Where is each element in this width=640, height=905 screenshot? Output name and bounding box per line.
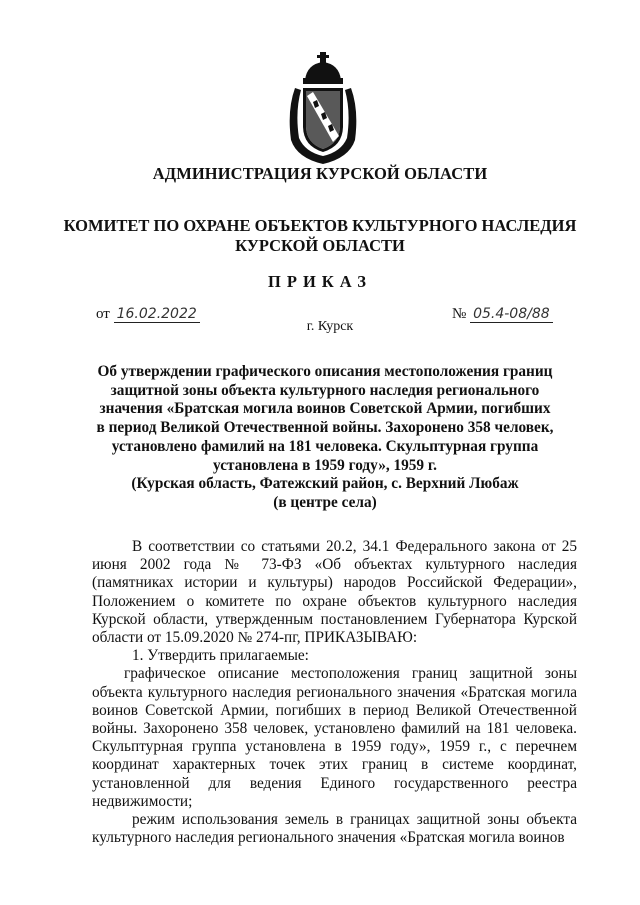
order-subject — [80, 363, 570, 513]
subject-line: установлено фамилий на 181 человека. Скульптурная группа — [111, 437, 539, 455]
subject-line: значения «Братская могила воинов Советской Армии, погибших — [99, 400, 551, 418]
committee-title-line1: КОМИТЕТ ПО ОХРАНЕ ОБЪЕКТОВ КУЛЬТУРНОГО НАСЛЕДИЯ — [63, 216, 577, 235]
subject-line: защитной зоны объекта культурного наследия регионального — [110, 381, 540, 399]
date-value: 16.02.2022 — [114, 306, 200, 323]
date-prefix: от — [96, 306, 110, 322]
body-paragraph: режим использования земель в границах защитной зоны объекта культурного наследия регионального значения «Братская могила воинов — [92, 811, 577, 847]
number-value: 05.4-08/88 — [470, 306, 553, 323]
body-paragraph: графическое описание местоположения границ защитной зоны объекта культурного наследия регионального значения «Братская могила воинов Советской Армии, погибших в период Великой Отечественной войны. Захоронено 358 человек, установлено фамилий на 181 человека. Скульптурная группа установлена в 1959 году», 1959 г., с перечнем координат характерных точек этих границ в системе координат, установленной для ведения Единого государственного реестра недвижимости; — [92, 665, 577, 810]
body-paragraph: 1. Утвердить прилагаемые: — [132, 647, 309, 665]
document-type: ПРИКАЗ — [268, 272, 372, 291]
subject-line: в период Великой Отечественной войны. Захоронено 358 человек, — [96, 419, 554, 437]
city-label: г. Курск — [306, 319, 354, 334]
subject-line: Об утверждении графического описания местоположения границ — [97, 363, 553, 380]
subject-line: (Курская область, Фатежский район, с. Верхний Любаж — [131, 475, 519, 493]
subject-line: (в центре села) — [273, 493, 377, 511]
administration-title: АДМИНИСТРАЦИЯ КУРСКОЙ ОБЛАСТИ — [152, 164, 488, 183]
order-body — [92, 538, 577, 847]
subject-line: установлена в 1959 году», 1959 г. — [213, 456, 437, 474]
committee-title — [0, 216, 640, 256]
coat-of-arms-emblem — [283, 50, 363, 168]
number-prefix: № — [452, 306, 467, 322]
committee-title-line2: КУРСКОЙ ОБЛАСТИ — [235, 236, 405, 255]
body-paragraph: В соответствии со статьями 20.2, 34.1 Федерального закона от 25 июня 2002 года № 73-ФЗ «Об объектах культурного наследия (памятниках истории и культуры) народов Российской Федерации», Положением о комитете по охране объектов культурного наследия Курской области, утвержденным постановлением Губернатора Курской области от 15.09.2020 № 274-пг, ПРИКАЗЫВАЮ: — [92, 538, 577, 647]
